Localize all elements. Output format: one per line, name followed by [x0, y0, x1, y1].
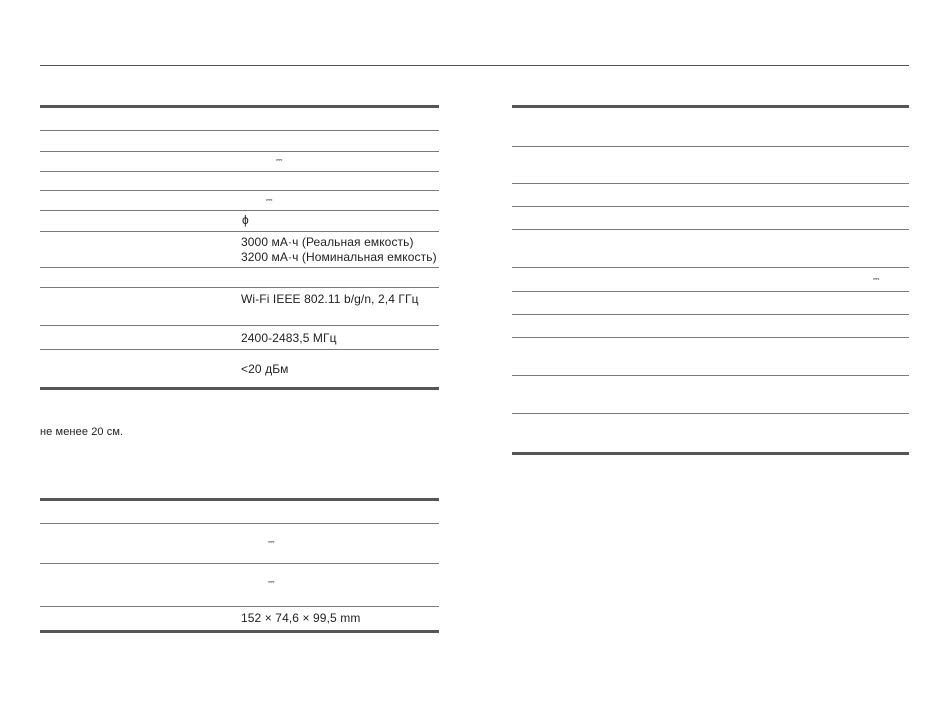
- page-header-rule: [40, 65, 909, 66]
- table-top-rule: [40, 498, 439, 501]
- row-divider: [512, 206, 909, 207]
- table-top-rule: [512, 105, 909, 108]
- phi-symbol-icon: ϕ: [242, 213, 249, 227]
- frequency-range: 2400-2483,5 МГц: [241, 331, 337, 345]
- battery-capacity-nominal: 3200 мА·ч (Номинальная емкость): [241, 250, 437, 264]
- distance-note: не менее 20 см.: [40, 426, 124, 438]
- row-divider: [512, 229, 909, 230]
- row-divider: [40, 190, 439, 191]
- dc-symbol-icon: ⎓: [276, 155, 283, 164]
- dc-symbol-icon: ⎓: [873, 274, 880, 283]
- table-bottom-rule: [512, 452, 909, 455]
- row-divider: [40, 171, 439, 172]
- row-divider: [512, 291, 909, 292]
- row-divider: [40, 267, 439, 268]
- row-divider: [40, 210, 439, 211]
- table-top-rule: [40, 105, 439, 108]
- row-divider: [40, 349, 439, 350]
- dc-symbol-icon: ⎓: [268, 577, 275, 586]
- row-divider: [512, 146, 909, 147]
- row-divider: [512, 413, 909, 414]
- max-output-power: <20 дБм: [241, 362, 289, 376]
- table-bottom-rule: [40, 630, 439, 633]
- dimensions-value: 152 × 74,6 × 99,5 mm: [241, 611, 361, 625]
- row-divider: [512, 375, 909, 376]
- row-divider: [512, 267, 909, 268]
- table-bottom-rule: [40, 387, 439, 390]
- row-divider: [40, 325, 439, 326]
- row-divider: [40, 151, 439, 152]
- row-divider: [40, 523, 439, 524]
- row-divider: [40, 287, 439, 288]
- dc-symbol-icon: ⎓: [268, 537, 275, 546]
- row-divider: [512, 337, 909, 338]
- row-divider: [40, 231, 439, 232]
- row-divider: [40, 606, 439, 607]
- wireless-standard: Wi-Fi IEEE 802.11 b/g/n, 2,4 ГГц: [241, 292, 419, 306]
- row-divider: [512, 314, 909, 315]
- row-divider: [40, 130, 439, 131]
- row-divider: [40, 563, 439, 564]
- battery-capacity-real: 3000 мА·ч (Реальная емкость): [241, 235, 414, 249]
- row-divider: [512, 183, 909, 184]
- dc-symbol-icon: ⎓: [266, 195, 273, 204]
